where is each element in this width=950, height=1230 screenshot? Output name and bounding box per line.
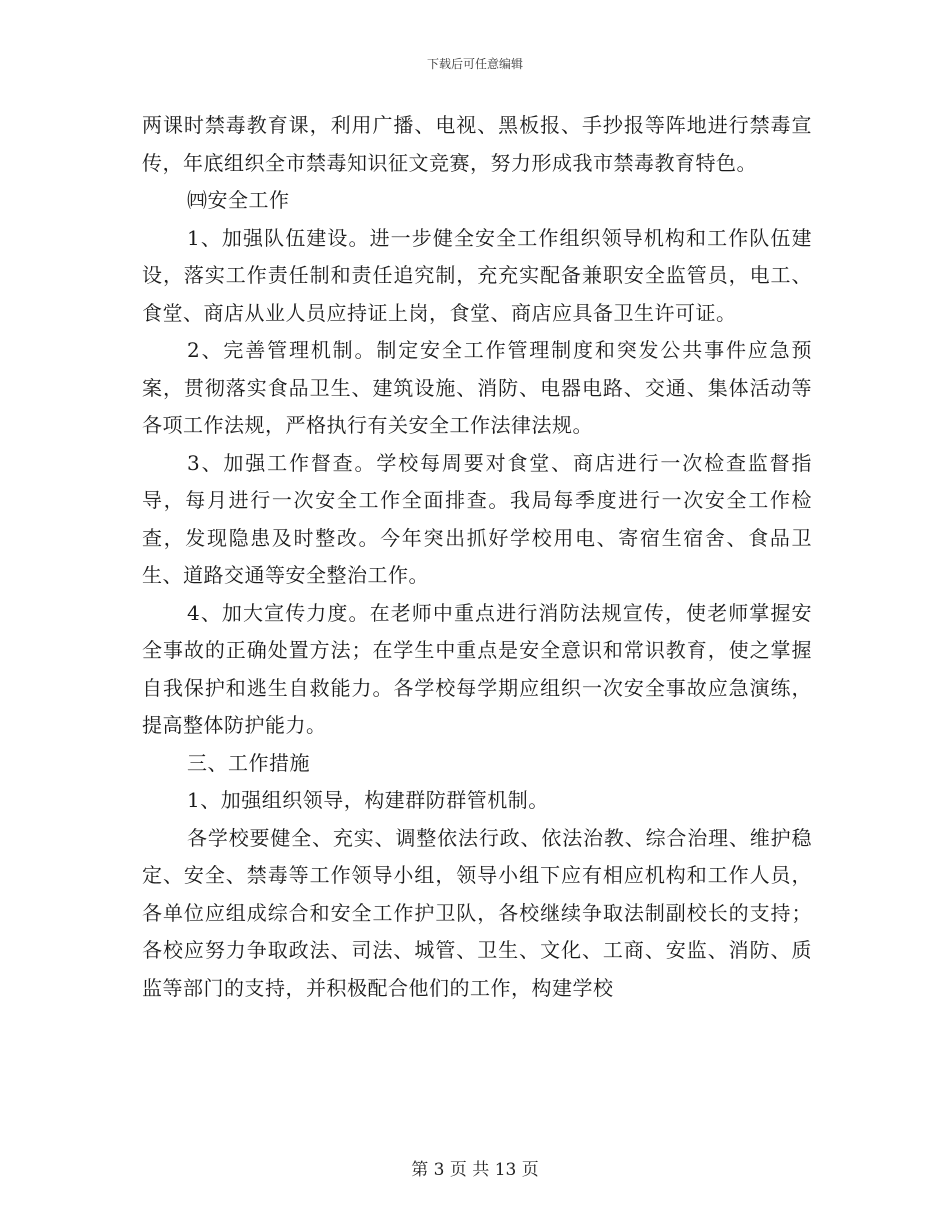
paragraph: 3、加强工作督查。学校每周要对食堂、商店进行一次检查监督指导，每月进行一次安全工作全面排查。我局每季度进行一次安全工作检查，发现隐患及时整改。今年突出抓好学校用电、寄宿生宿舍、食品卫生、道路交通等安全整治工作。 bbox=[142, 450, 812, 587]
document-body bbox=[142, 107, 812, 1007]
section-heading-measures: 三、工作措施 bbox=[187, 750, 310, 775]
paragraph: 各学校要健全、充实、调整依法行政、依法治教、综合治理、维护稳定、安全、禁毒等工作领导小组，领导小组下应有相应机构和工作人员，各单位应组成综合和安全工作护卫队，各校继续争取法制副校长的支持；各校应努力争取政法、司法、城管、卫生、文化、工商、安监、消防、质监等部门的支持，并积极配合他们的工作，构建学校 bbox=[142, 825, 812, 1000]
page-header: 下载后可任意编辑 bbox=[426, 57, 523, 71]
paragraph: 1、加强队伍建设。进一步健全安全工作组织领导机构和工作队伍建设，落实工作责任制和责任追究制，充充实配备兼职安全监管员，电工、食堂、商店从业人员应持证上岗，食堂、商店应具备卫生许可证。 bbox=[142, 225, 812, 325]
subheading: 1、加强组织领导，构建群防群管机制。 bbox=[187, 788, 549, 812]
section-heading-safety: ㈣安全工作 bbox=[187, 188, 290, 212]
paragraph: 2、完善管理机制。制定安全工作管理制度和突发公共事件应急预案，贯彻落实食品卫生、建筑设施、消防、电器电路、交通、集体活动等各项工作法规，严格执行有关安全工作法律法规。 bbox=[142, 338, 812, 437]
page-number: 第 3 页 共 13 页 bbox=[411, 1160, 539, 1180]
paragraph: 两课时禁毒教育课，利用广播、电视、黑板报、手抄报等阵地进行禁毒宣传，年底组织全市禁毒知识征文竞赛，努力形成我市禁毒教育特色。 bbox=[142, 113, 812, 175]
paragraph: 4、加大宣传力度。在老师中重点进行消防法规宣传，使老师掌握安全事故的正确处置方法；在学生中重点是安全意识和常识教育，使之掌握自我保护和逃生自救能力。各学校每学期应组织一次安全事故应急演练，提高整体防护能力。 bbox=[142, 600, 812, 737]
